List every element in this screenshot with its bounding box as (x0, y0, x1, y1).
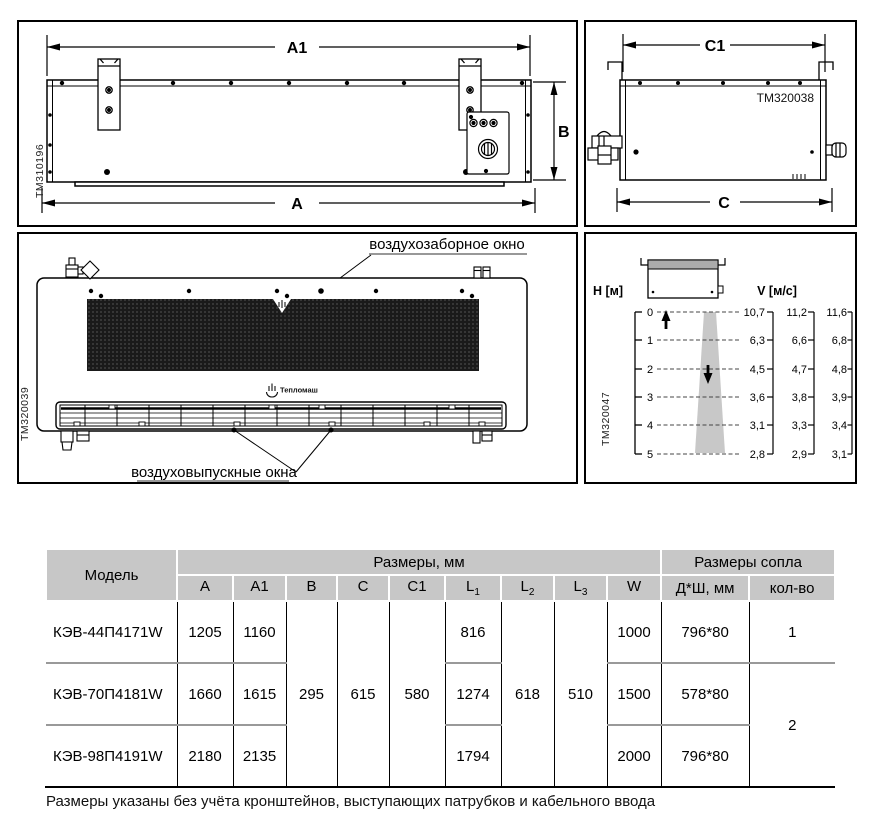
side-view-panel (584, 20, 857, 227)
h-axis-label: H [м] (593, 284, 624, 298)
value-cell: 1274 (445, 663, 501, 725)
bottom-feet (61, 431, 492, 450)
pipe-fittings (588, 132, 622, 165)
dim-a (42, 188, 535, 213)
dimensions-table (45, 548, 836, 786)
value-cell: 1794 (445, 725, 501, 786)
col-header-nozzle-size: Д*Ш, мм (661, 575, 749, 601)
footnote: Размеры указаны без учёта кронштейнов, выступающих патрубков и кабельного ввода (46, 793, 656, 810)
velocity-value: 4,7 (791, 364, 807, 376)
table-row (46, 601, 835, 663)
value-cell: 1 (749, 601, 835, 663)
face-view-drawing (19, 234, 576, 482)
side-view-drawing (586, 22, 855, 225)
value-cell: 578*80 (661, 663, 749, 725)
velocity-value: 2,9 (791, 449, 807, 461)
flow-arrow-up (662, 310, 671, 329)
value-cell-merged: 615 (337, 601, 389, 786)
velocity-value: 6,3 (749, 335, 765, 347)
value-cell: 796*80 (661, 601, 749, 663)
velocity-value: 10,7 (743, 307, 765, 319)
top-valve-fitting (66, 258, 99, 279)
drawing-code: TM320047 (600, 391, 612, 446)
model-cell: КЭВ-98П4191W (46, 725, 177, 786)
col-group-nozzle: Размеры сопла (661, 549, 835, 575)
velocity-value: 3,8 (791, 392, 807, 404)
outlet-callout-label: воздуховыпускные окна (131, 464, 297, 481)
velocity-value: 4,5 (749, 364, 765, 376)
dimensions-table-wrap (45, 548, 835, 788)
value-cell: 2180 (177, 725, 233, 786)
velocity-value: 6,8 (831, 335, 847, 347)
value-cell: 2000 (607, 725, 661, 786)
velocity-value: 3,4 (831, 420, 847, 432)
value-cell: 1205 (177, 601, 233, 663)
h-tick: 1 (647, 335, 654, 347)
col-header-a1: A1 (233, 575, 286, 601)
value-cell: 1500 (607, 663, 661, 725)
velocity-col-3 (826, 307, 852, 461)
drawing-code: TM320039 (19, 386, 31, 441)
value-cell: 816 (445, 601, 501, 663)
brand-text: Тепломаш (280, 385, 318, 395)
outlet-callout (131, 428, 333, 482)
face-view-panel (17, 232, 578, 484)
front-view-drawing (19, 22, 576, 225)
col-header-a: A (177, 575, 233, 601)
velocity-value: 3,6 (749, 392, 765, 404)
velocity-value: 3,3 (791, 420, 807, 432)
velocity-chart-panel (584, 232, 857, 484)
outlet-grille (56, 402, 506, 429)
velocity-value: 2,8 (749, 449, 765, 461)
velocity-value: 11,6 (826, 307, 847, 319)
h-tick: 2 (647, 364, 654, 376)
velocity-col-1 (744, 307, 773, 461)
velocity-value: 6,6 (791, 335, 807, 347)
velocity-value: 3,1 (749, 420, 765, 432)
value-cell: 1160 (233, 601, 286, 663)
col-header-c1: C1 (389, 575, 445, 601)
col-header-b: B (286, 575, 337, 601)
dim-label-b: B (558, 124, 570, 141)
air-stream-beam (695, 312, 725, 453)
value-cell-merged: 2 (749, 663, 835, 786)
dim-label-c1: C1 (704, 38, 726, 55)
col-header-model: Модель (46, 549, 177, 601)
v-axis-label: V [м/с] (757, 284, 797, 298)
value-cell: 796*80 (661, 725, 749, 786)
velocity-value: 11,2 (786, 307, 807, 319)
h-tick: 5 (647, 449, 654, 461)
model-cell: КЭВ-44П4171W (53, 623, 163, 641)
dim-label-c: C (718, 195, 730, 212)
h-axis-ticks (647, 307, 653, 461)
cable-gland (826, 143, 846, 157)
mounting-bracket-left (98, 59, 120, 130)
velocity-col-2 (786, 307, 814, 461)
col-group-sizes: Размеры, мм (177, 549, 661, 575)
value-cell: 1615 (233, 663, 286, 725)
value-cell-merged: 618 (501, 601, 554, 786)
col-header-l1: $L_1$ (445, 575, 501, 601)
top-right-clips (474, 267, 490, 278)
h-tick: 0 (647, 307, 654, 319)
value-cell-merged: 295 (286, 601, 337, 786)
col-header-w: W (607, 575, 661, 601)
velocity-value: 3,9 (831, 392, 847, 404)
value-cell: 1660 (177, 663, 233, 725)
drawing-code: TM320038 (756, 91, 814, 105)
drawing-code: TM310196 (34, 143, 46, 198)
h-tick: 4 (647, 420, 654, 432)
col-header-l3: $L_3$ (554, 575, 607, 601)
velocity-value: 4,8 (831, 364, 847, 376)
velocity-value: 3,1 (831, 449, 847, 461)
col-header-l2: $L_2$ (501, 575, 554, 601)
h-axis-bracket (635, 312, 642, 454)
velocity-chart (586, 234, 855, 482)
dim-label-a: A (291, 196, 303, 213)
value-cell-merged: 510 (554, 601, 607, 786)
value-cell-merged: 580 (389, 601, 445, 786)
hook-brackets (608, 62, 833, 80)
intake-callout-label: воздухозаборное окно (369, 236, 525, 253)
unit-icon (641, 258, 725, 298)
dim-label-a1: A1 (286, 40, 308, 57)
col-header-qty: кол-во (749, 575, 835, 601)
model-cell: КЭВ-70П4181W (46, 663, 177, 725)
value-cell: 2135 (233, 725, 286, 786)
front-view-panel (17, 20, 578, 227)
h-tick: 3 (647, 392, 654, 404)
control-box (467, 112, 509, 174)
value-cell: 1000 (607, 601, 661, 663)
col-header-c: C (337, 575, 389, 601)
